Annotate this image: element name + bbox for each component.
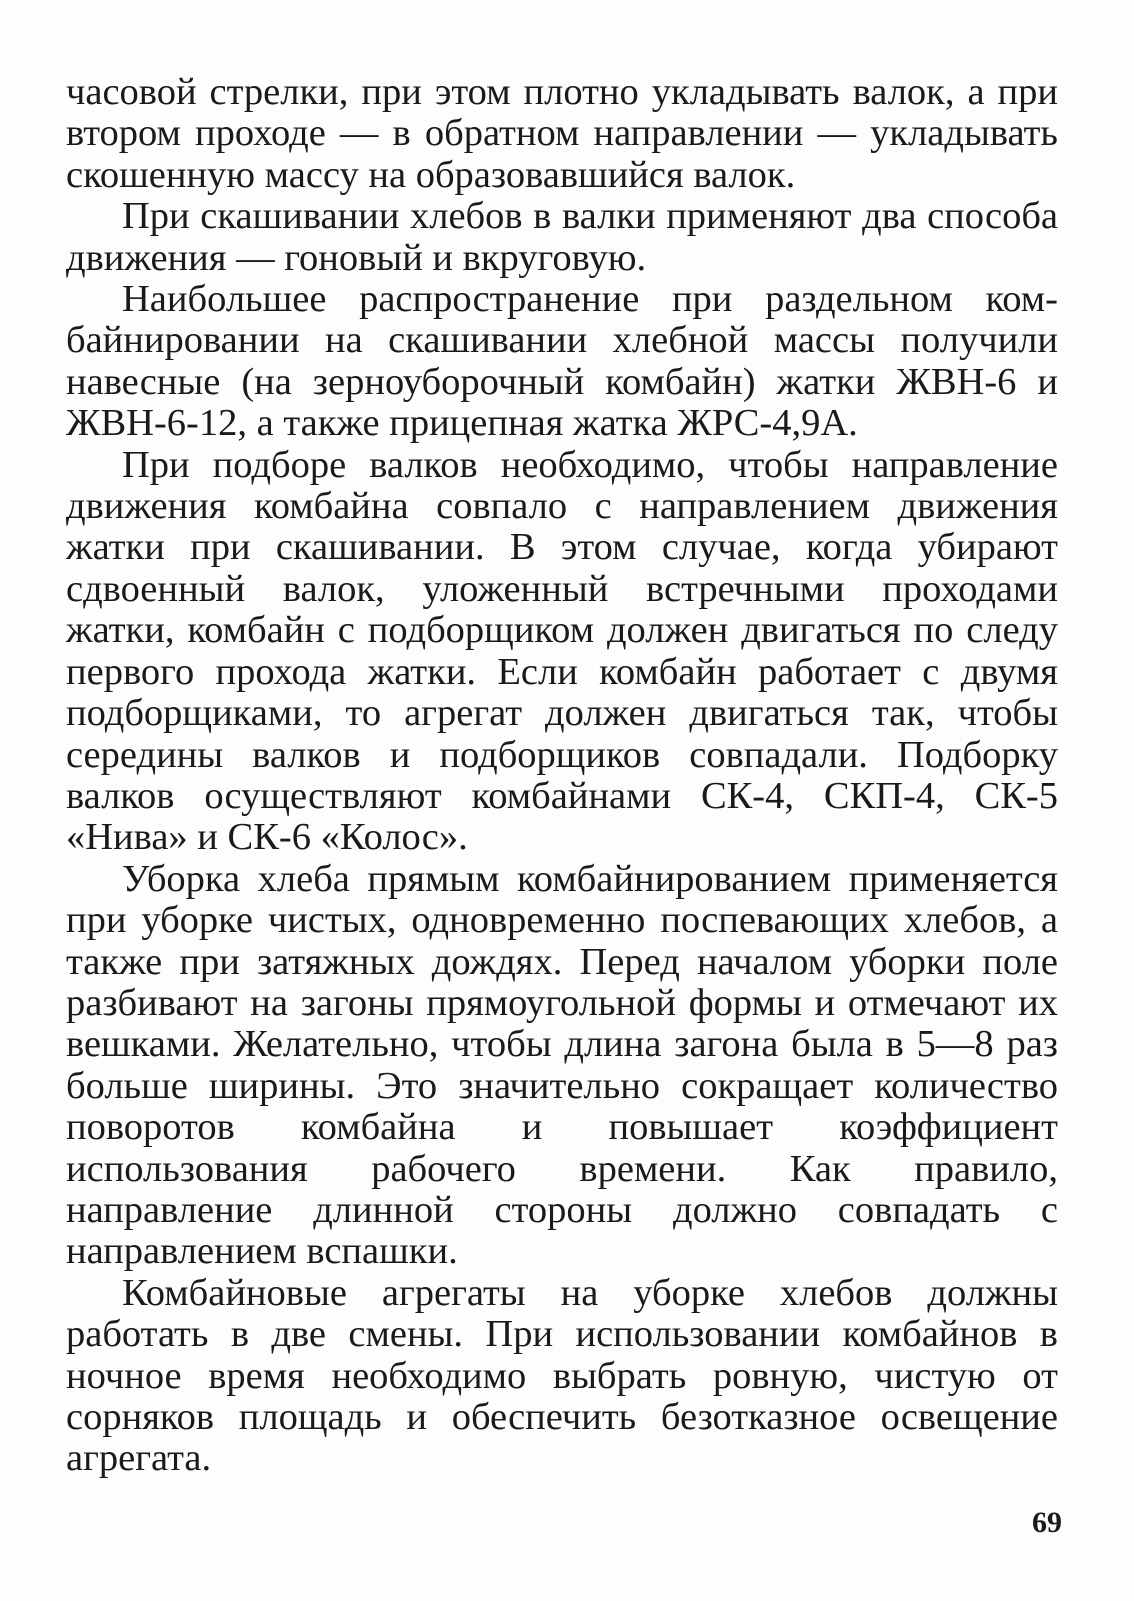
body-text bbox=[66, 72, 1058, 1480]
paragraph-5: Уборка хлеба прямым комбайнированием применяется при уборке чистых, одновременно поспевающих хлебов, а также при затяжных дождях. Перед началом уборки поле разбивают на загоны прямоугольной формы и отмечают их вешками. Желательно, чтобы длина загона была в 5—8 раз больше ширины. Это значительно сокращает количество поворотов комбайна и повышает коэффициент использования рабочего времени. Как правило, направление длинной стороны должно совпадать с направлением вспашки. bbox=[66, 857, 1058, 1273]
paragraph-4: При подборе валков необходимо, чтобы направление движения комбайна совпало с направлением движения жатки при скашивании. В этом случае, когда убирают сдвоенный валок, уложенный встречными проходами жатки, комбайн с подборщиком должен двигаться по следу первого прохода жатки. Если комбайн работает с двумя подборщиками, то агрегат должен двигаться так, чтобы середины валков и подборщиков совпадали. Подборку валков осуществляют комбайнами СК-4, СКП-4, СК-5 «Нива» и СК-6 «Колос». bbox=[66, 443, 1058, 859]
paragraph-3: Наибольшее распространение при раздельном комбайнировании на скашивании хлебной массы получили навесные (на зерноуборочный комбайн) жатки ЖВН-6 и ЖВН-6-12, а также прицепная жатка ЖРС-4,9А. bbox=[66, 278, 1058, 445]
page-number: 69 bbox=[1032, 1506, 1062, 1539]
paragraph-6: Комбайновые агрегаты на уборке хлебов должны работать в две смены. При использовании комбайнов в ночное время необходимо выбрать ровную, чистую от сорняков площадь и обеспечить безотказное освещение агрегата. bbox=[66, 1271, 1058, 1480]
paragraph-1: часовой стрелки, при этом плотно укладывать валок, а при втором проходе — в обратном направлении — укладывать скошенную массу на образовавшийся валок. bbox=[66, 71, 1058, 196]
paragraph-2: При скашивании хлебов в валки применяют два способа движения — гоновый и вкруговую. bbox=[66, 195, 1058, 279]
